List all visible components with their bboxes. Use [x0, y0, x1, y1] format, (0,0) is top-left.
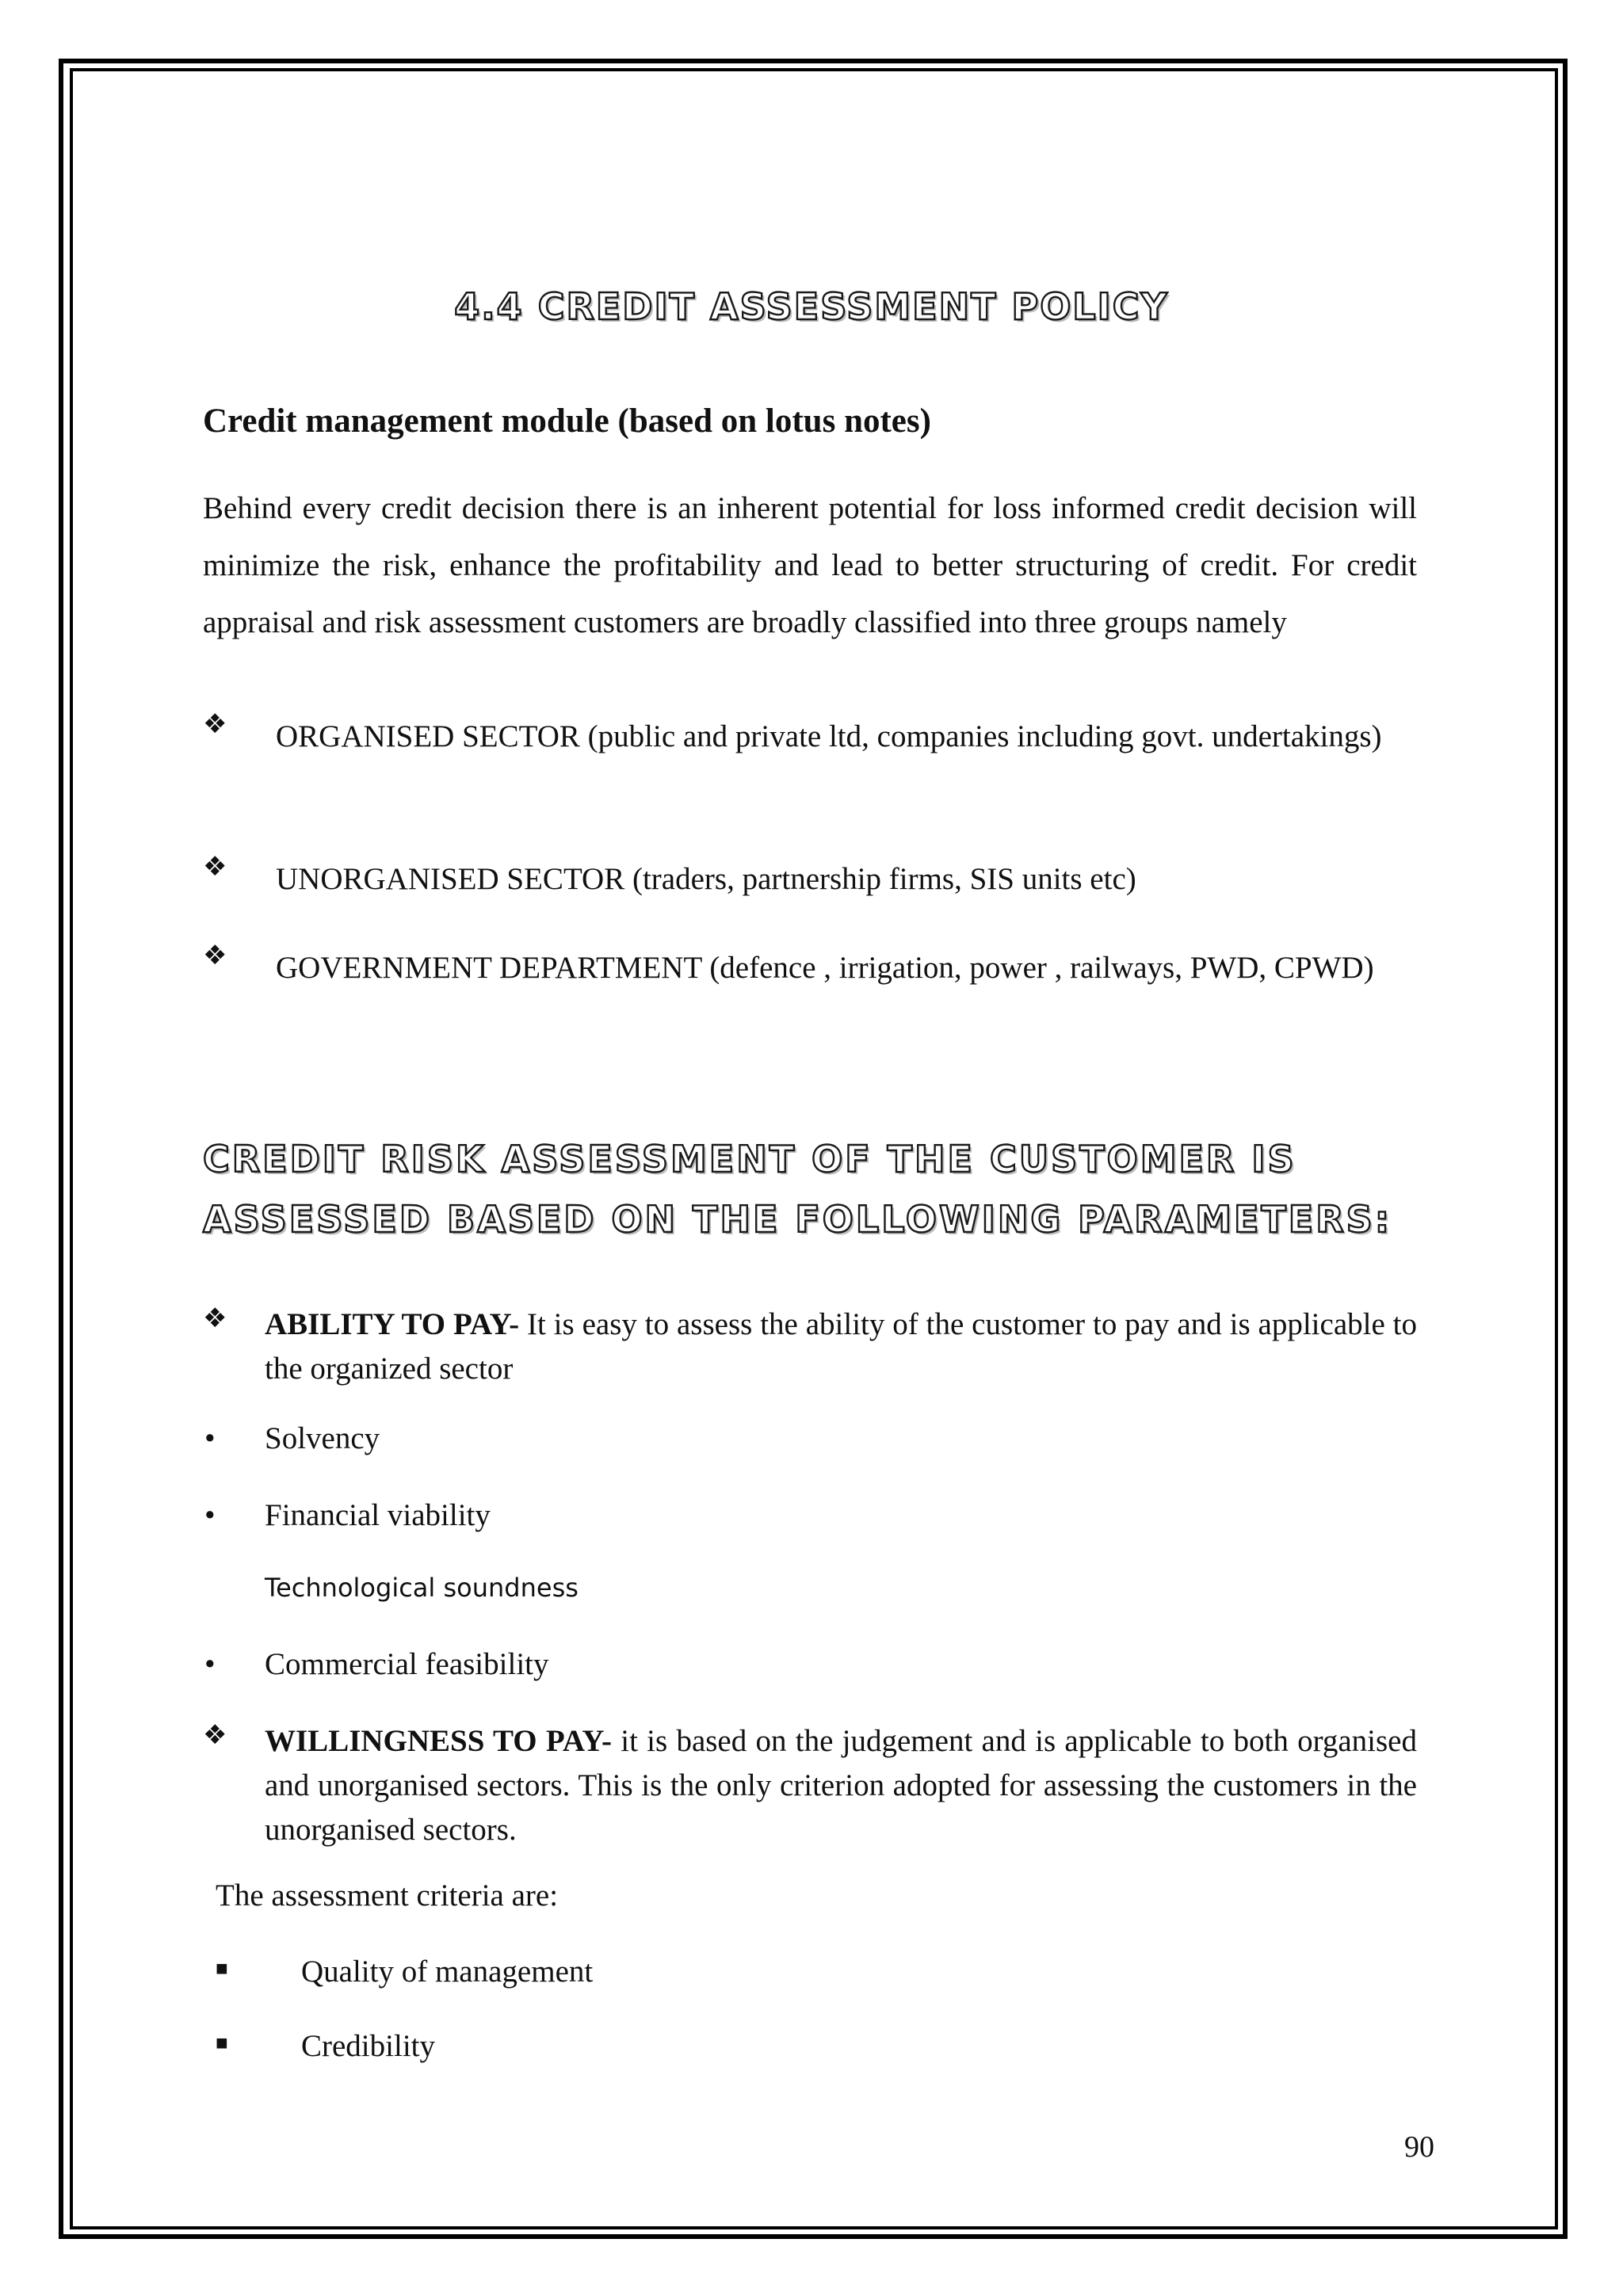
willingness-to-pay-item	[203, 1719, 1417, 1854]
square-bullet-icon: ■	[216, 1957, 228, 1980]
diamond-bullet-icon: ❖	[203, 1719, 227, 1751]
bullet-dot-icon: •	[204, 1647, 216, 1681]
ability-factor-text: Financial viability	[265, 1498, 491, 1532]
subtitle: Credit management module (based on lotus notes)	[203, 402, 931, 440]
group-item-text: ORGANISED SECTOR (public and private ltd, companies including govt. undertakings)	[276, 719, 1382, 753]
ability-factor-text: Commercial feasibility	[265, 1647, 549, 1681]
willingness-description: it is based on the judgement and is applicable to both organised and unorganised sectors. This is the only criterion adopted for assessing the customers in the unorganised sectors.	[265, 1724, 1417, 1847]
ability-factor-text: Solvency	[265, 1421, 380, 1455]
willingness-label: WILLINGNESS TO PAY-	[265, 1724, 612, 1758]
parameters-heading: CREDIT RISK ASSESSMENT OF THE CUSTOMER IS ASSESSED BASED ON THE FOLLOWING PARAMETERS:	[203, 1138, 1392, 1241]
square-bullet-icon: ■	[216, 2031, 228, 2054]
criteria-item-text: Credibility	[301, 2029, 435, 2063]
bullet-dot-icon: •	[204, 1421, 216, 1455]
ability-text	[265, 1302, 1417, 1391]
diamond-bullet-icon: ❖	[203, 940, 227, 971]
ability-to-pay-item	[203, 1302, 1417, 1398]
page-number: 90	[1404, 2130, 1434, 2164]
diamond-bullet-icon: ❖	[203, 851, 227, 883]
intro-paragraph: Behind every credit decision there is an inherent potential for loss informed credit decision will minimize the risk, enhance the profitability and lead to better structuring of credit. For credit appraisal and risk assessment customers are broadly classified into three groups namely	[203, 491, 1417, 639]
group-item	[203, 851, 1417, 914]
group-item-text: GOVERNMENT DEPARTMENT (defence , irrigation, power , railways, PWD, CPWD)	[276, 951, 1374, 985]
ability-description: It is easy to assess the ability of the customer to pay and is applicable to the organized sector	[265, 1307, 1417, 1386]
diamond-bullet-icon: ❖	[203, 1302, 227, 1334]
ability-factor-text: Technological soundness	[265, 1573, 579, 1603]
group-item	[203, 708, 1417, 827]
ability-label: ABILITY TO PAY-	[265, 1307, 520, 1341]
section-title: 4.4 CREDIT ASSESSMENT POLICY	[454, 285, 1169, 328]
criteria-item-text: Quality of management	[301, 1955, 594, 1989]
bullet-dot-icon: •	[204, 1498, 216, 1532]
criteria-intro: The assessment criteria are:	[216, 1878, 559, 1913]
group-item	[203, 940, 1417, 1058]
willingness-text	[265, 1719, 1417, 1852]
diamond-bullet-icon: ❖	[203, 708, 227, 740]
group-item-text: UNORGANISED SECTOR (traders, partnership firms, SIS units etc)	[276, 862, 1136, 896]
